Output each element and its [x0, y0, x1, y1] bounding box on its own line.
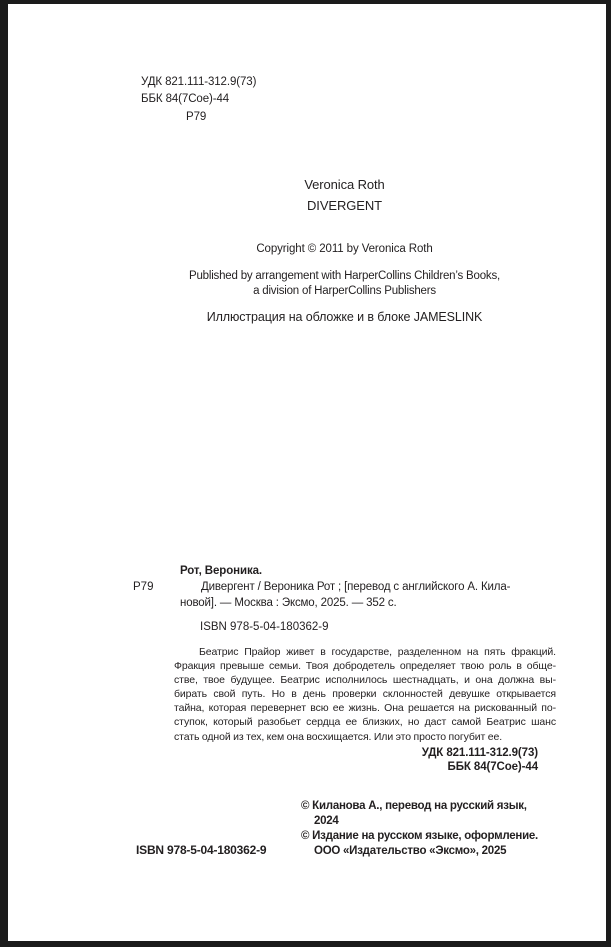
top-classification-block: [141, 74, 256, 126]
publisher-arrangement-line-2: a division of HarperCollins Publishers: [253, 285, 436, 297]
annotation-line: бирать свой путь. Но в день проверки склонностей девушке открывается: [174, 688, 556, 701]
bib-author-sign: Р79: [133, 581, 154, 593]
author-sign-code: Р79: [186, 110, 207, 123]
isbn-bottom: ISBN 978-5-04-180362-9: [136, 843, 267, 857]
udk-code-bottom: УДК 821.111-312.9(73): [421, 747, 538, 759]
bbk-code: ББК 84(7Сое)-44: [141, 93, 230, 106]
bbk-code-bottom: ББК 84(7Сое)-44: [447, 761, 538, 774]
bottom-classification-block: [422, 746, 538, 774]
colophon-line: © Киланова А., перевод на русский язык,: [301, 800, 527, 812]
bib-entry-line-1: Дивергент / Вероника Рот ; [перевод с английского А. Кила-: [201, 581, 511, 593]
colophon-line: © Издание на русском языке, оформление.: [301, 830, 538, 843]
colophon-line: ООО «Издательство «Эксмо», 2025: [314, 845, 507, 858]
annotation-line: стать одной из тех, кем она восхищается. Или это просто погубит ее.: [174, 730, 503, 743]
bib-entry-line-2: новой]. — Москва : Эксмо, 2025. — 352 с.: [180, 597, 397, 609]
original-author: Veronica Roth: [304, 177, 385, 192]
annotation-line: Фракция превыше семьи. Твоя добродетель определяет твою роль в обще-: [174, 660, 556, 673]
annotation-line: ступок, который разобьет сердца ее близких, но даст самой Беатрис шанс: [174, 716, 556, 729]
illustration-credit: Иллюстрация на обложке и в блоке JAMESLINK: [206, 310, 483, 324]
udk-code: УДК 821.111-312.9(73): [141, 76, 257, 88]
bib-isbn: ISBN 978-5-04-180362-9: [200, 621, 329, 633]
copyright-colophon: [301, 799, 563, 859]
annotation-line: Беатрис Прайор живет в государстве, разделенном на пять фракций.: [199, 646, 556, 658]
annotation-line: стве, твое будущее. Беатрис исполнилось шестнадцать, и она должна вы-: [174, 674, 556, 687]
annotation-paragraph: [174, 645, 556, 744]
publisher-arrangement-line-1: Published by arrangement with HarperCollins Children’s Books,: [188, 270, 501, 282]
imprint-page: [8, 4, 606, 941]
colophon-line: 2024: [314, 815, 339, 828]
annotation-line: тайна, которая перевернет всю ее жизнь. Она решается на рискованный по-: [174, 702, 556, 715]
original-title: DIVERGENT: [307, 198, 382, 213]
bib-author-header: Рот, Вероника.: [180, 565, 262, 577]
copyright-line: Copyright © 2011 by Veronica Roth: [256, 243, 433, 255]
